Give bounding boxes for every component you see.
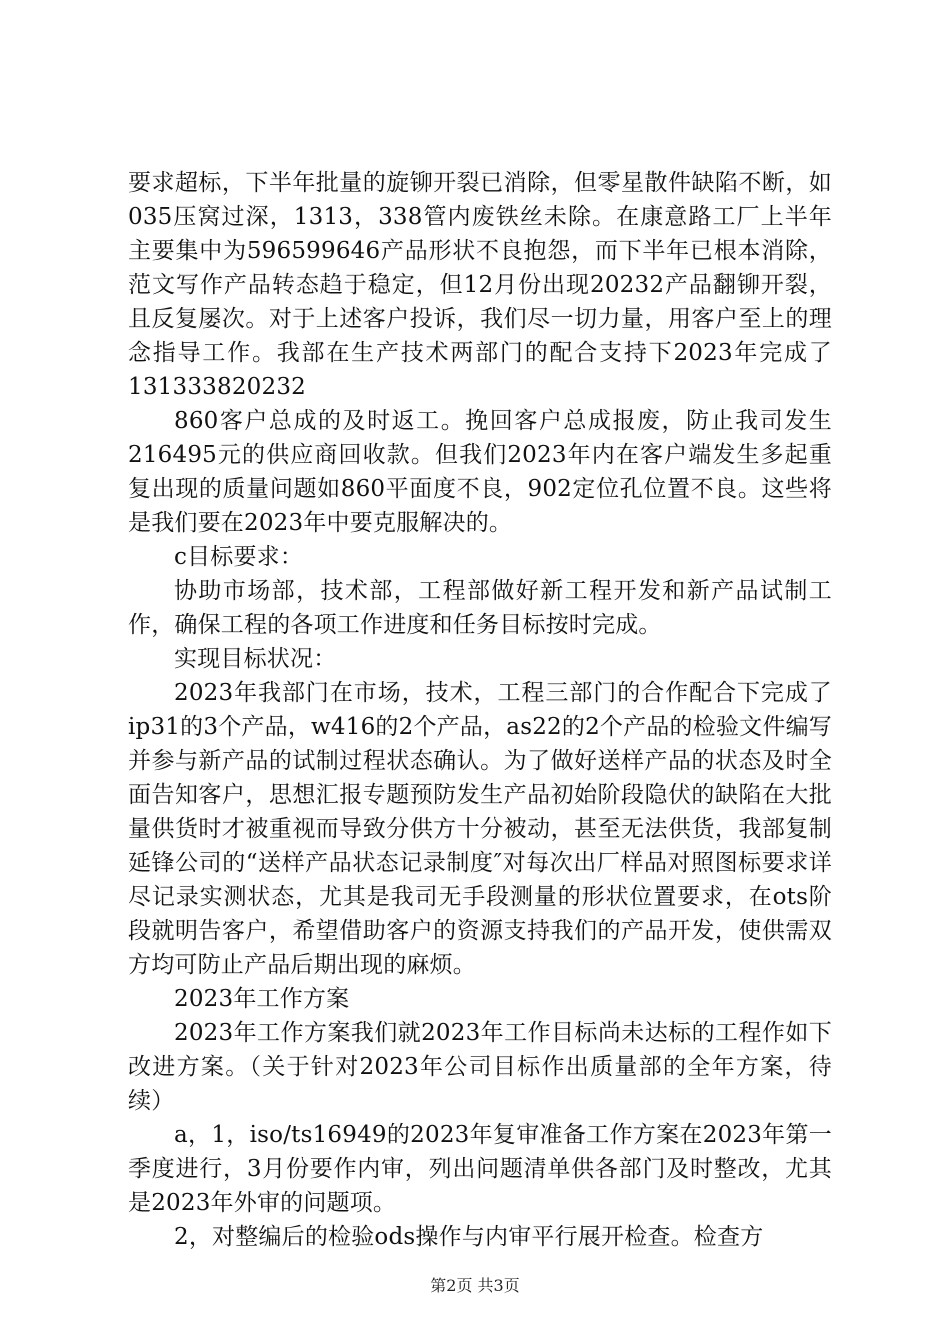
paragraph-1: 要求超标，下半年批量的旋铆开裂已消除，但零星散件缺陷不断，如035压窝过深，1313，338管内废铁丝未除。在康意路工厂上半年主要集中为596599646产品形状不良抱怨，而下半年已根本消除，范文写作产品转态趋于稳定，但12月份出现20232产品翻铆开裂，且反复屡次。对于上述客户投诉，我们尽一切力量，用客户至上的理念指导工作。我部在生产技术两部门的配合支持下2023年完成了131333820232 xyxy=(128,170,832,400)
paragraph-8: 2023年工作方案我们就2023年工作目标尚未达标的工程作如下改进方案。（关于针对2023年公司目标作出质量部的全年方案，待续） xyxy=(128,1020,832,1114)
document-body xyxy=(128,166,832,1254)
paragraph-3: c目标要求： xyxy=(174,544,304,570)
paragraph-2: 860客户总成的及时返工。挽回客户总成报废，防止我司发生216495元的供应商回收款。但我们2023年内在客户端发生多起重复出现的质量问题如860平面度不良，902定位孔位置不良。这些将是我们要在2023年中要克服解决的。 xyxy=(128,408,832,536)
paragraph-4: 协助市场部，技术部，工程部做好新工程开发和新产品试制工作，确保工程的各项工作进度和任务目标按时完成。 xyxy=(128,578,832,638)
paragraph-6: 2023年我部门在市场，技术，工程三部门的合作配合下完成了ip31的3个产品，w416的2个产品，as22的2个产品的检验文件编写并参与新产品的试制过程状态确认。为了做好送样产品的状态及时全面告知客户，思想汇报专题预防发生产品初始阶段隐伏的缺陷在大批量供货时才被重视而导致分供方十分被动，甚至无法供货，我部复制延锋公司的“送样产品状态记录制度″对每次出厂样品对照图标要求详尽记录实测状态，尤其是我司无手段测量的形状位置要求，在ots阶段就明告客户，希望借助客户的资源支持我们的产品开发，使供需双方均可防止产品后期出现的麻烦。 xyxy=(128,680,832,978)
paragraph-9: a，1，iso/ts16949的2023年复审准备工作方案在2023年第一季度进行，3月份要作内审，列出问题清单供各部门及时整改，尤其是2023年外审的问题项。 xyxy=(128,1122,832,1216)
paragraph-10: 2，对整编后的检验ods操作与内审平行展开检查。检查方 xyxy=(174,1224,764,1250)
paragraph-7: 2023年工作方案 xyxy=(174,986,350,1012)
paragraph-5: 实现目标状况： xyxy=(174,646,337,672)
page-footer: 第2页 共3页 xyxy=(430,1276,520,1295)
